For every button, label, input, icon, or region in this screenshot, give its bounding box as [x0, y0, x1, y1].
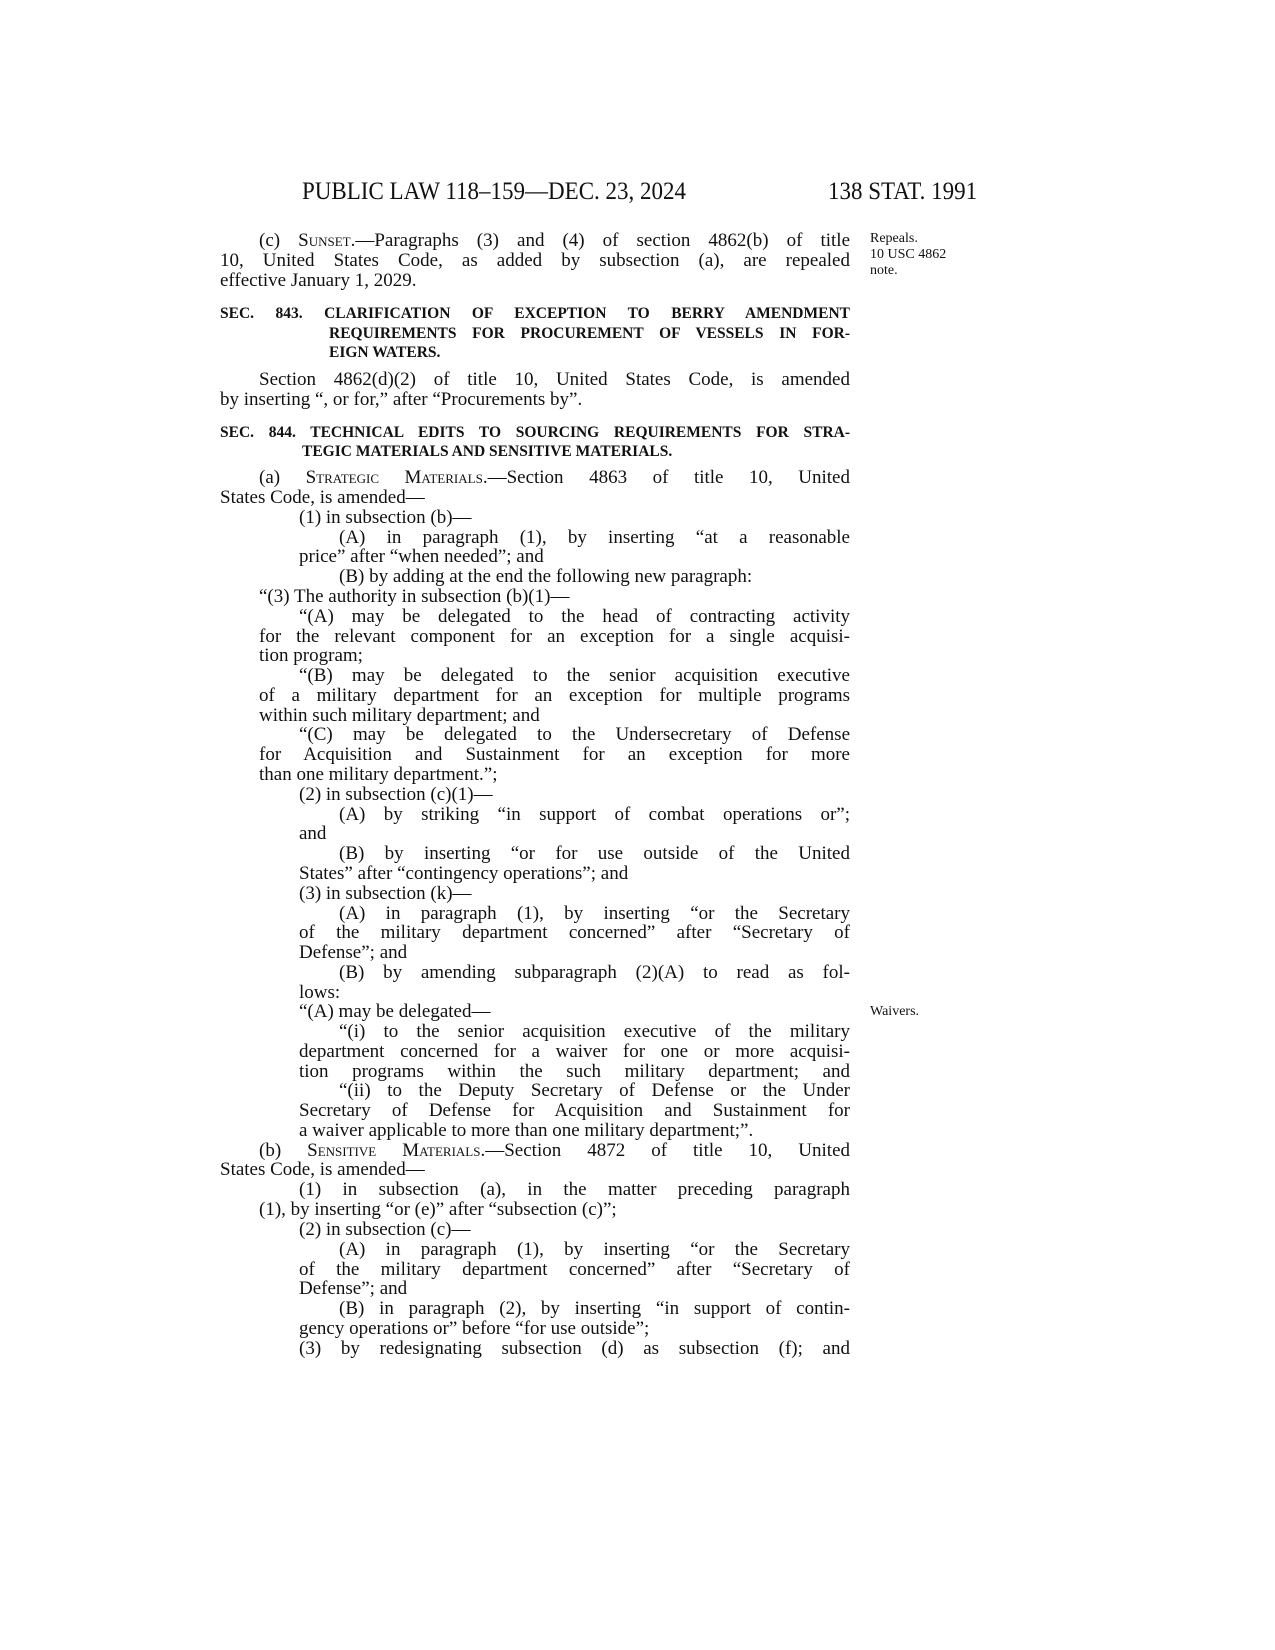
- line-text: States” after “contingency operations”; and: [299, 864, 629, 884]
- line-text: (3) by redesignating subsection (d) as subsection (f); and: [299, 1339, 850, 1359]
- text-line: [299, 943, 850, 963]
- line-text: for Acquisition and Sustainment for an exception for more: [259, 745, 850, 765]
- small-caps-heading: Sunset: [298, 231, 351, 251]
- text-line: [259, 706, 850, 726]
- text-line: [259, 627, 850, 647]
- text-line: [299, 983, 850, 1003]
- text-line: [339, 963, 850, 983]
- line-text: (1), by inserting “or (e)” after “subsection (c)”;: [259, 1200, 617, 1220]
- text-line: [299, 725, 850, 745]
- line-text: “(i) to the senior acquisition executive of the military: [339, 1022, 850, 1042]
- text-line: [299, 785, 850, 805]
- line-text: (B) by adding at the end the following new paragraph:: [339, 567, 753, 587]
- text-line: [299, 1319, 850, 1339]
- line-text: Defense”; and: [299, 943, 408, 963]
- text-line: [339, 844, 850, 864]
- text-line: [259, 765, 850, 785]
- line-text: (1) in subsection (a), in the matter preceding paragraph: [299, 1180, 850, 1200]
- line-text: of the military department concerned” after “Secretary of: [299, 923, 850, 943]
- text-line: [339, 805, 850, 825]
- line-text: Section 4862(d)(2) of title 10, United States Code, is amended: [259, 370, 850, 390]
- line-text: States Code, is amended—: [220, 488, 425, 508]
- line-text: .—Section 4872 of title 10, United: [480, 1141, 850, 1161]
- line-text: SEC. 844. TECHNICAL EDITS TO SOURCING REQUIREMENTS FOR STRA-: [220, 424, 850, 441]
- text-line: [339, 904, 850, 924]
- line-text: (A) in paragraph (1), by inserting “or the Secretary: [339, 1240, 850, 1260]
- text-line: [339, 1081, 850, 1101]
- text-line: [259, 370, 850, 390]
- section-heading-line: [220, 304, 850, 324]
- line-text: 10, United States Code, as added by subsection (a), are repealed: [220, 251, 850, 271]
- text-line: [339, 1022, 850, 1042]
- line-text: of the military department concerned” after “Secretary of: [299, 1260, 850, 1280]
- page-number: 138 STAT. 1991: [828, 178, 978, 205]
- text-line: [220, 271, 850, 291]
- section-heading-line: [220, 423, 850, 443]
- text-line: [259, 646, 850, 666]
- line-text: by inserting “, or for,” after “Procurements by”.: [220, 390, 583, 410]
- line-text: “(3) The authority in subsection (b)(1)—: [259, 587, 570, 607]
- text-line: [220, 251, 850, 271]
- line-text: a waiver applicable to more than one military department;”.: [299, 1121, 754, 1141]
- running-header-title: PUBLIC LAW 118–159—DEC. 23, 2024: [302, 178, 687, 205]
- line-text: TEGIC MATERIALS AND SENSITIVE MATERIALS.: [302, 443, 673, 460]
- line-text: (B) by amending subparagraph (2)(A) to read as fol-: [339, 963, 850, 983]
- section-heading-line: [329, 324, 850, 344]
- line-text: price” after “when needed”; and: [299, 547, 544, 567]
- text-line: [299, 923, 850, 943]
- text-line: [259, 1200, 850, 1220]
- margin-note: 10 USC 4862: [870, 247, 947, 262]
- margin-note: Waivers.: [870, 1004, 920, 1019]
- line-text: (1) in subsection (b)—: [299, 508, 472, 528]
- line-text: Secretary of Defense for Acquisition and Sustainment for: [299, 1101, 850, 1121]
- line-text: of a military department for an exception for multiple programs: [259, 686, 850, 706]
- line-text: EIGN WATERS.: [329, 344, 441, 361]
- line-text: (2) in subsection (c)(1)—: [299, 785, 493, 805]
- small-caps-heading: Strategic Materials: [305, 468, 483, 488]
- line-text: and: [299, 824, 327, 844]
- line-text: tion program;: [259, 646, 363, 666]
- line-text: (3) in subsection (k)—: [299, 884, 472, 904]
- line-text: (b): [259, 1141, 308, 1161]
- line-text: within such military department; and: [259, 706, 540, 726]
- text-line: [299, 1339, 850, 1359]
- line-text: “(A) may be delegated to the head of contracting activity: [299, 607, 850, 627]
- line-text: (A) in paragraph (1), by inserting “at a reasonable: [339, 528, 850, 548]
- small-caps-heading: Sensitive Materials: [307, 1141, 481, 1161]
- text-line: [259, 231, 850, 251]
- line-text: (B) in paragraph (2), by inserting “in support of contin-: [339, 1299, 850, 1319]
- line-text: “(ii) to the Deputy Secretary of Defense or the Under: [339, 1081, 850, 1101]
- line-text: States Code, is amended—: [220, 1160, 425, 1180]
- text-line: [299, 1101, 850, 1121]
- line-text: “(B) may be delegated to the senior acquisition executive: [299, 666, 850, 686]
- line-text: tion programs within the such military department; and: [299, 1062, 850, 1082]
- line-text: than one military department.”;: [259, 765, 498, 785]
- line-text: (c): [259, 231, 299, 251]
- margin-note: note.: [870, 263, 898, 278]
- line-text: (B) by inserting “or for use outside of the United: [339, 844, 850, 864]
- text-line: [299, 508, 850, 528]
- text-line: [299, 1180, 850, 1200]
- text-line: [299, 1121, 850, 1141]
- line-text: for the relevant component for an exception for a single acquisi-: [259, 627, 850, 647]
- text-line: [299, 1042, 850, 1062]
- line-text: Defense”; and: [299, 1279, 408, 1299]
- text-line: [299, 1062, 850, 1082]
- margin-note: Repeals.: [870, 231, 918, 246]
- text-line: [299, 884, 850, 904]
- text-line: [299, 547, 850, 567]
- line-text: effective January 1, 2029.: [220, 271, 417, 291]
- line-text: (A) in paragraph (1), by inserting “or the Secretary: [339, 904, 850, 924]
- text-line: [299, 1220, 850, 1240]
- text-line: [339, 528, 850, 548]
- text-line: [220, 488, 850, 508]
- text-line: [259, 1141, 850, 1161]
- line-text: .—Section 4863 of title 10, United: [482, 468, 850, 488]
- line-text: .—Paragraphs (3) and (4) of section 4862(b) of title: [350, 231, 850, 251]
- line-text: gency operations or” before “for use outside”;: [299, 1319, 650, 1339]
- text-line: [299, 864, 850, 884]
- text-line: [259, 745, 850, 765]
- text-line: [339, 1299, 850, 1319]
- line-text: (a): [259, 468, 306, 488]
- text-line: [299, 824, 850, 844]
- line-text: (2) in subsection (c)—: [299, 1220, 471, 1240]
- line-text: lows:: [299, 983, 341, 1003]
- text-line: [299, 666, 850, 686]
- line-text: SEC. 843. CLARIFICATION OF EXCEPTION TO BERRY AMENDMENT: [220, 305, 850, 322]
- text-line: [259, 468, 850, 488]
- text-line: [220, 1160, 850, 1180]
- text-line: [259, 686, 850, 706]
- text-line: [259, 587, 850, 607]
- text-line: [299, 1002, 850, 1022]
- text-line: [220, 390, 850, 410]
- line-text: REQUIREMENTS FOR PROCUREMENT OF VESSELS IN FOR-: [329, 325, 850, 342]
- line-text: (A) by striking “in support of combat operations or”;: [339, 805, 850, 825]
- text-line: [339, 1240, 850, 1260]
- line-text: department concerned for a waiver for one or more acquisi-: [299, 1042, 850, 1062]
- text-line: [339, 567, 850, 587]
- section-heading-line: [329, 343, 850, 363]
- text-line: [299, 607, 850, 627]
- line-text: “(C) may be delegated to the Undersecretary of Defense: [299, 725, 850, 745]
- section-heading-line: [302, 442, 850, 462]
- text-line: [299, 1260, 850, 1280]
- line-text: “(A) may be delegated—: [299, 1002, 491, 1022]
- text-line: [299, 1279, 850, 1299]
